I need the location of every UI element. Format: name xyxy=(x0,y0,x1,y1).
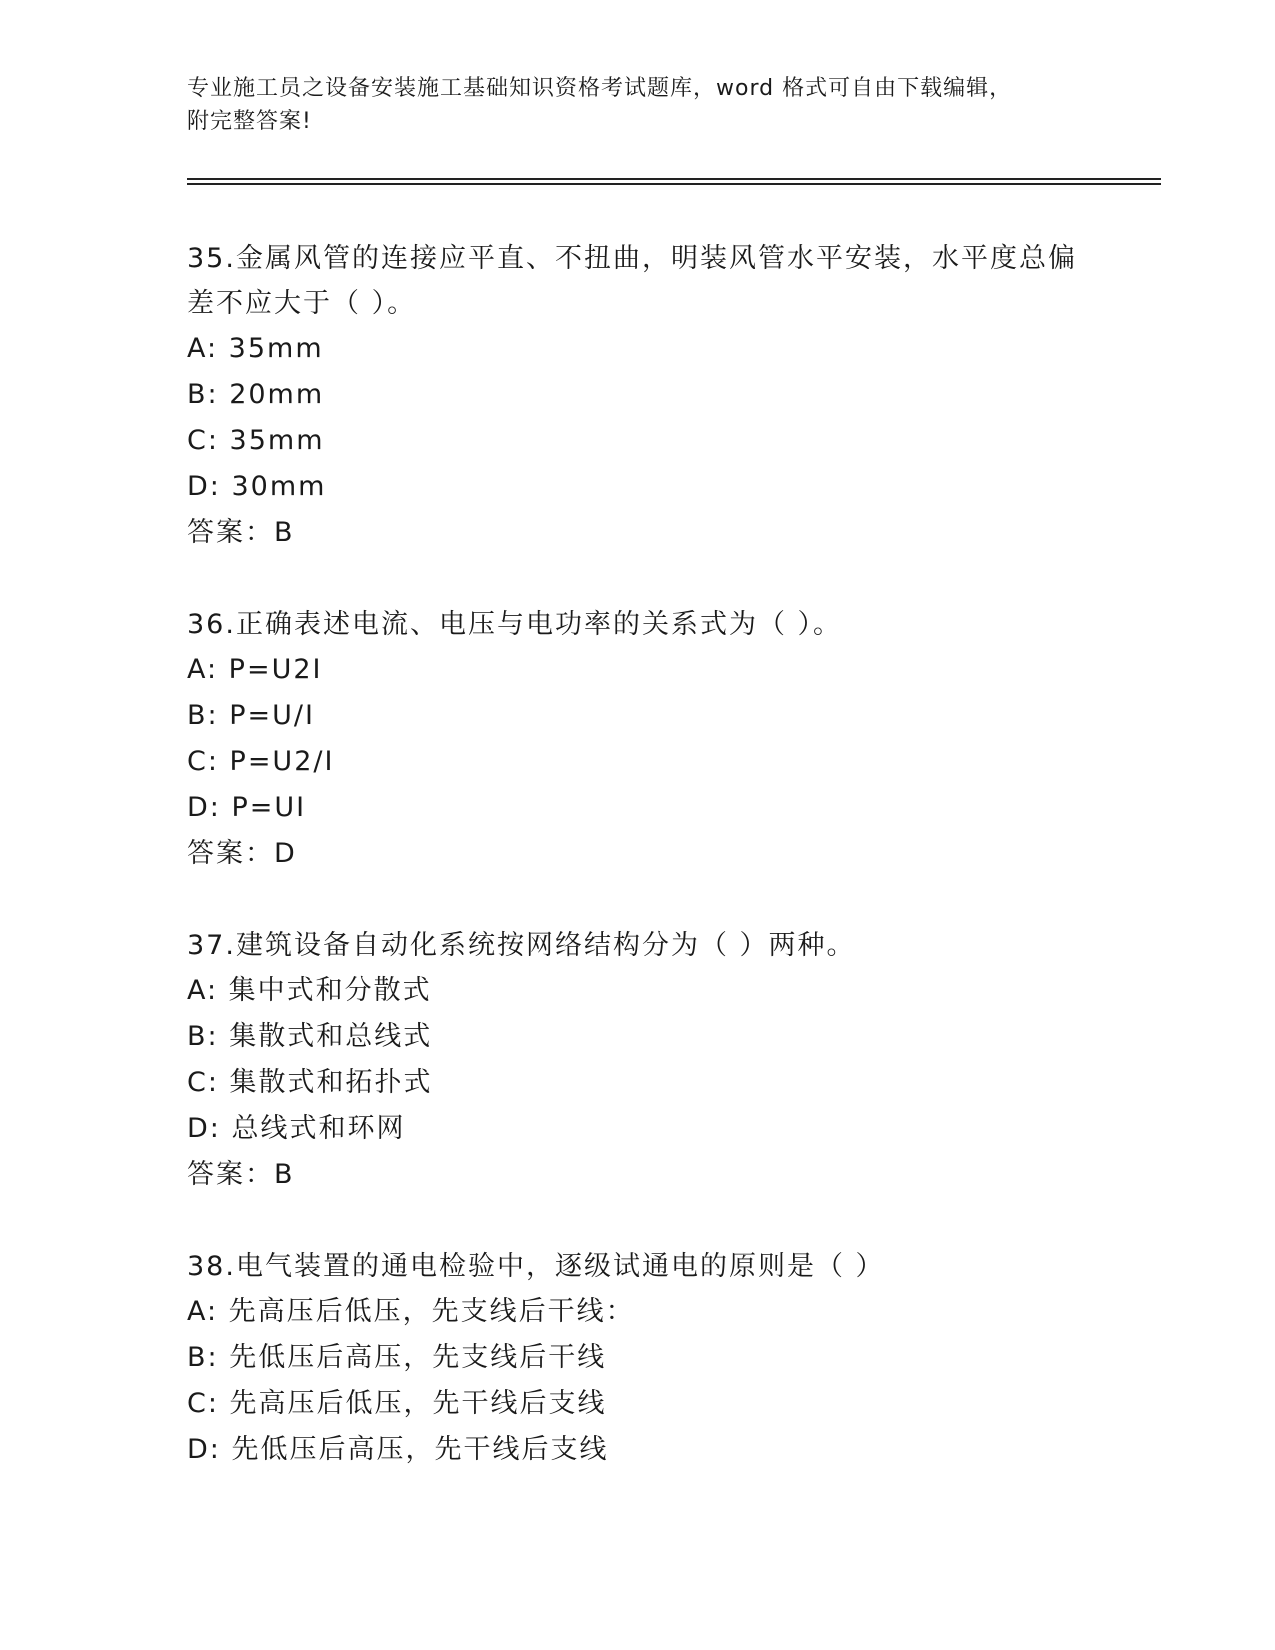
question-38 xyxy=(187,1244,1087,1473)
option-a: A: P=U2I xyxy=(187,654,323,685)
option-c: C: 先高压后低压，先干线后支线 xyxy=(187,1388,607,1419)
option-b: B: 20mm xyxy=(187,379,325,410)
option-d: D: P=UI xyxy=(187,792,307,823)
question-37 xyxy=(187,923,1087,1198)
option-a: A: 集中式和分散式 xyxy=(187,975,432,1006)
answer: 答案：D xyxy=(187,838,297,869)
header-divider-top xyxy=(187,178,1161,180)
question-36 xyxy=(187,602,1087,877)
question-text: 37.建筑设备自动化系统按网络结构分为（ ）两种。 xyxy=(187,930,856,961)
option-c: C: P=U2/I xyxy=(187,746,335,777)
option-c: C: 35mm xyxy=(187,425,325,456)
answer: 答案：B xyxy=(187,517,295,548)
question-list xyxy=(187,236,1087,1473)
option-b: B: P=U/I xyxy=(187,700,315,731)
option-d: D: 先低压后高压，先干线后支线 xyxy=(187,1434,609,1465)
option-b: B: 先低压后高压，先支线后干线 xyxy=(187,1342,607,1373)
option-b: B: 集散式和总线式 xyxy=(187,1021,433,1052)
question-text: 38.电气装置的通电检验中，逐级试通电的原则是（ ） xyxy=(187,1251,885,1282)
question-text-continued: 差不应大于（ ）。 xyxy=(187,288,417,319)
option-a: A: 先高压后低压，先支线后干线： xyxy=(187,1296,635,1327)
answer: 答案：B xyxy=(187,1159,295,1190)
header-line-1: 专业施工员之设备安装施工基础知识资格考试题库，word 格式可自由下载编辑， xyxy=(187,76,1013,101)
option-d: D: 30mm xyxy=(187,471,327,502)
header-divider-bottom xyxy=(187,183,1161,185)
option-c: C: 集散式和拓扑式 xyxy=(187,1067,433,1098)
option-d: D: 总线式和环网 xyxy=(187,1113,406,1144)
header-line-2: 附完整答案! xyxy=(187,109,312,134)
question-35 xyxy=(187,236,1087,556)
question-text: 36.正确表述电流、电压与电功率的关系式为（ ）。 xyxy=(187,609,843,640)
option-a: A: 35mm xyxy=(187,333,324,364)
question-text: 35.金属风管的连接应平直、不扭曲，明装风管水平安装，水平度总偏 xyxy=(187,243,1077,274)
document-header xyxy=(187,72,1087,138)
